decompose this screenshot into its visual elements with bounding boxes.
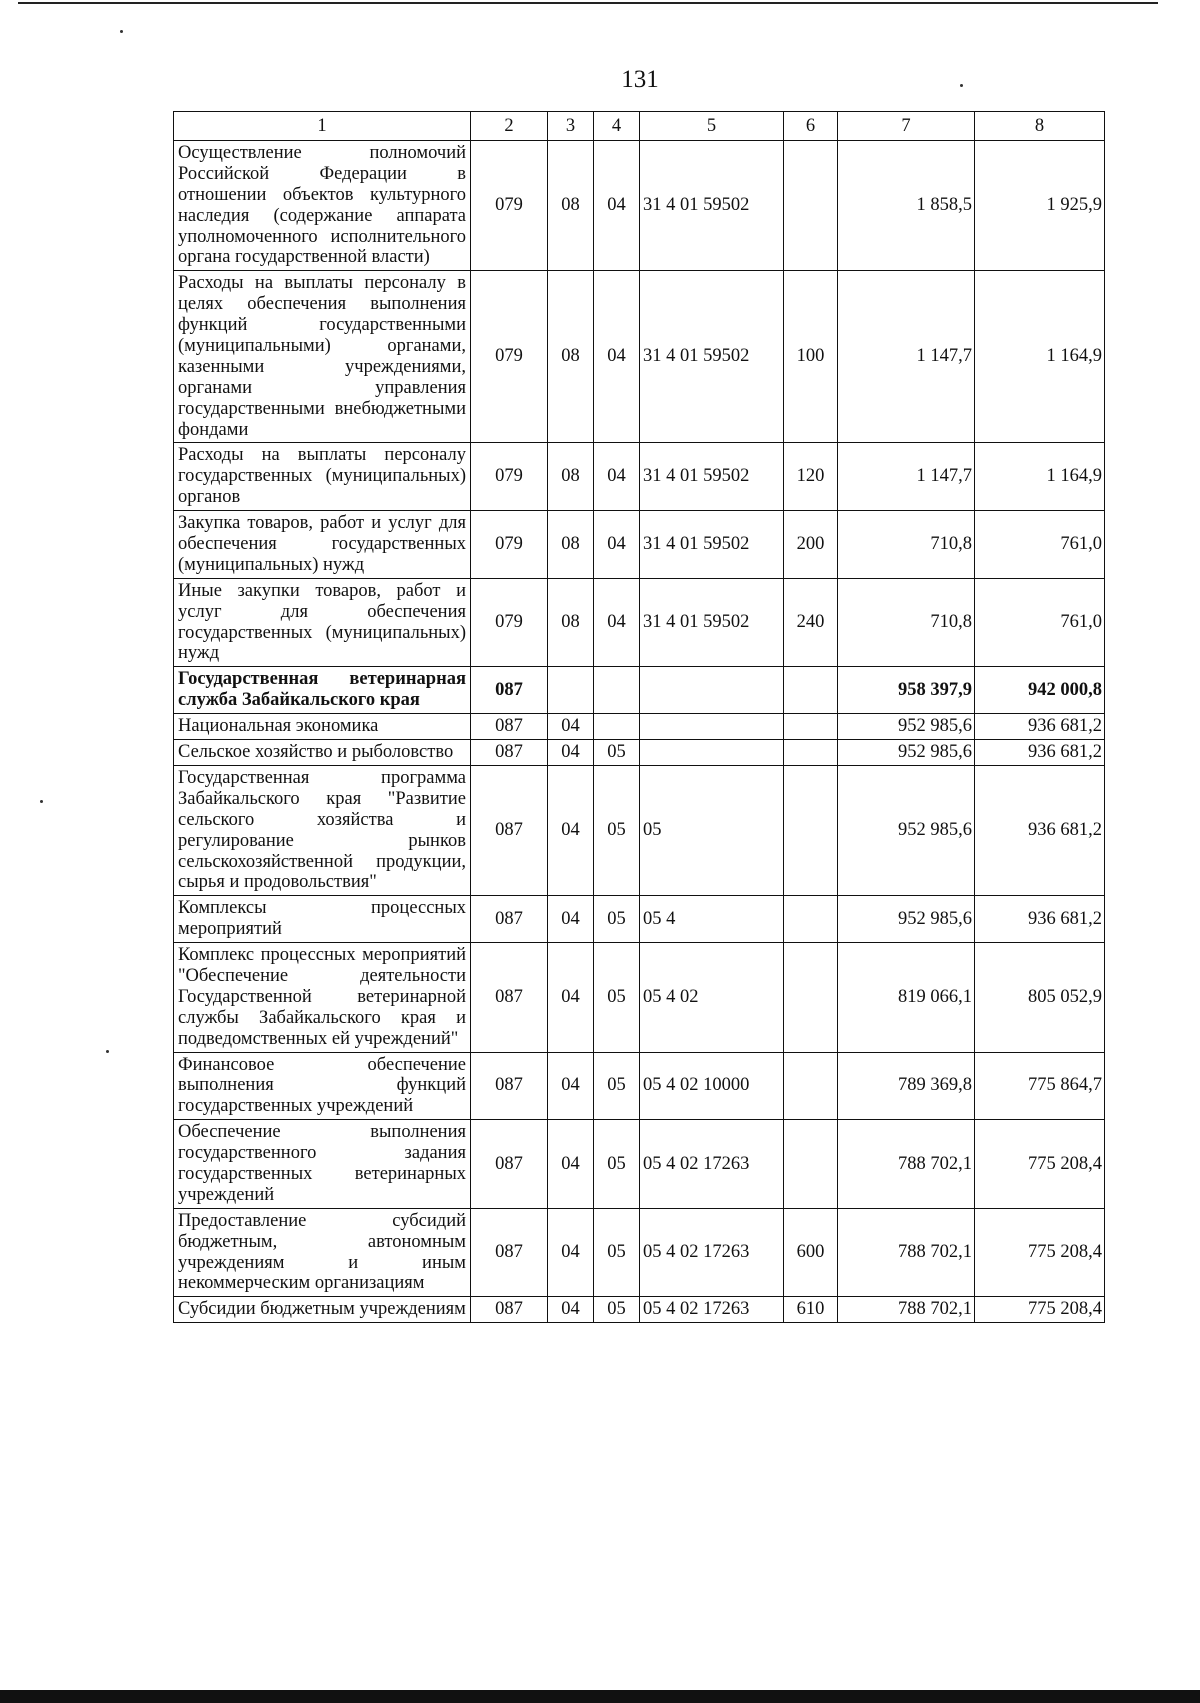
cell-subsection: 05: [594, 1208, 640, 1297]
cell-target-article: 05: [640, 765, 784, 895]
cell-subsection: [594, 714, 640, 740]
scan-bottom-edge: [0, 1690, 1200, 1703]
cell-amount-year1: 958 397,9: [838, 667, 975, 714]
row-name: Субсидии бюджетным учреждениям: [174, 1297, 471, 1323]
cell-admin-code: 087: [471, 1120, 548, 1209]
header-cell: 5: [640, 112, 784, 141]
cell-section: 04: [548, 1052, 594, 1120]
cell-subsection: 04: [594, 271, 640, 443]
cell-amount-year2: 936 681,2: [975, 765, 1105, 895]
cell-amount-year1: 788 702,1: [838, 1297, 975, 1323]
cell-amount-year2: 761,0: [975, 511, 1105, 579]
cell-admin-code: 079: [471, 578, 548, 667]
header-cell: 4: [594, 112, 640, 141]
cell-subsection: [594, 667, 640, 714]
cell-amount-year1: 710,8: [838, 511, 975, 579]
cell-admin-code: 087: [471, 896, 548, 943]
cell-amount-year2: 775 864,7: [975, 1052, 1105, 1120]
cell-amount-year2: 805 052,9: [975, 943, 1105, 1052]
cell-admin-code: 087: [471, 667, 548, 714]
cell-section: 08: [548, 141, 594, 271]
cell-amount-year2: 775 208,4: [975, 1297, 1105, 1323]
table-header-row: [174, 112, 1105, 141]
cell-expense-type: [784, 1052, 838, 1120]
cell-target-article: 31 4 01 59502: [640, 511, 784, 579]
cell-admin-code: 079: [471, 443, 548, 511]
cell-amount-year1: 819 066,1: [838, 943, 975, 1052]
table-row: [174, 1208, 1105, 1297]
header-cell: 2: [471, 112, 548, 141]
cell-admin-code: 079: [471, 511, 548, 579]
scan-speck: [40, 800, 43, 803]
cell-expense-type: [784, 714, 838, 740]
cell-amount-year1: 789 369,8: [838, 1052, 975, 1120]
cell-expense-type: [784, 1120, 838, 1209]
cell-amount-year2: 1 925,9: [975, 141, 1105, 271]
table-row: [174, 740, 1105, 766]
cell-section: [548, 667, 594, 714]
cell-amount-year1: 788 702,1: [838, 1120, 975, 1209]
cell-subsection: 05: [594, 1052, 640, 1120]
table-row: [174, 443, 1105, 511]
table-row: [174, 943, 1105, 1052]
cell-expense-type: [784, 667, 838, 714]
header-cell: 8: [975, 112, 1105, 141]
cell-target-article: 05 4 02 17263: [640, 1297, 784, 1323]
cell-amount-year1: 952 985,6: [838, 896, 975, 943]
cell-section: 04: [548, 1120, 594, 1209]
cell-expense-type: 120: [784, 443, 838, 511]
row-name: Осуществление полномочий Российской Федерации в отношении объектов культурного наследия (содержание аппарата уполномоченного исполнительного органа государственной власти): [174, 141, 471, 271]
row-name: Комплекс процессных мероприятий "Обеспечение деятельности Государственной ветеринарной службы Забайкальского края и подведомственных ей учреждений": [174, 943, 471, 1052]
cell-admin-code: 087: [471, 1052, 548, 1120]
cell-subsection: 05: [594, 1297, 640, 1323]
table-row: [174, 667, 1105, 714]
cell-amount-year2: 936 681,2: [975, 714, 1105, 740]
cell-subsection: 05: [594, 740, 640, 766]
table-row: [174, 511, 1105, 579]
cell-expense-type: 610: [784, 1297, 838, 1323]
cell-amount-year2: 1 164,9: [975, 443, 1105, 511]
row-name: Сельское хозяйство и рыболовство: [174, 740, 471, 766]
cell-section: 04: [548, 740, 594, 766]
table-row: [174, 578, 1105, 667]
cell-amount-year2: 761,0: [975, 578, 1105, 667]
cell-admin-code: 087: [471, 1208, 548, 1297]
row-name: Закупка товаров, работ и услуг для обеспечения государственных (муниципальных) нужд: [174, 511, 471, 579]
cell-amount-year1: 952 985,6: [838, 765, 975, 895]
cell-expense-type: 600: [784, 1208, 838, 1297]
header-cell: 7: [838, 112, 975, 141]
cell-amount-year1: 952 985,6: [838, 714, 975, 740]
table-row: [174, 896, 1105, 943]
cell-amount-year1: 710,8: [838, 578, 975, 667]
cell-target-article: 31 4 01 59502: [640, 141, 784, 271]
cell-amount-year2: 942 000,8: [975, 667, 1105, 714]
row-name: Предоставление субсидий бюджетным, автономным учреждениям и иным некоммерческим организациям: [174, 1208, 471, 1297]
cell-amount-year2: 936 681,2: [975, 740, 1105, 766]
table-row: [174, 765, 1105, 895]
cell-subsection: 05: [594, 896, 640, 943]
table-row: [174, 1120, 1105, 1209]
cell-amount-year1: 1 858,5: [838, 141, 975, 271]
cell-admin-code: 079: [471, 271, 548, 443]
cell-target-article: 31 4 01 59502: [640, 271, 784, 443]
row-name: Расходы на выплаты персоналу государственных (муниципальных) органов: [174, 443, 471, 511]
cell-admin-code: 079: [471, 141, 548, 271]
table-row: [174, 1052, 1105, 1120]
header-cell: 3: [548, 112, 594, 141]
cell-target-article: 05 4: [640, 896, 784, 943]
cell-section: 04: [548, 943, 594, 1052]
row-name: Национальная экономика: [174, 714, 471, 740]
cell-section: 08: [548, 271, 594, 443]
table-row: [174, 1297, 1105, 1323]
cell-section: 04: [548, 765, 594, 895]
cell-section: 04: [548, 896, 594, 943]
cell-subsection: 05: [594, 943, 640, 1052]
row-name: Комплексы процессных мероприятий: [174, 896, 471, 943]
cell-target-article: 05 4 02 10000: [640, 1052, 784, 1120]
row-name: Обеспечение выполнения государственного задания государственных ветеринарных учреждений: [174, 1120, 471, 1209]
cell-admin-code: 087: [471, 765, 548, 895]
cell-expense-type: 100: [784, 271, 838, 443]
row-name: Государственная программа Забайкальского края "Развитие сельского хозяйства и регулирование рынков сельскохозяйственной продукции, сырья и продовольствия": [174, 765, 471, 895]
cell-subsection: 04: [594, 443, 640, 511]
cell-amount-year1: 1 147,7: [838, 271, 975, 443]
cell-admin-code: 087: [471, 943, 548, 1052]
budget-table: [173, 111, 1105, 1323]
cell-target-article: 05 4 02 17263: [640, 1208, 784, 1297]
scan-speck: [120, 30, 123, 33]
cell-target-article: [640, 667, 784, 714]
cell-subsection: 04: [594, 141, 640, 271]
cell-subsection: 05: [594, 1120, 640, 1209]
cell-section: 08: [548, 443, 594, 511]
header-cell: 6: [784, 112, 838, 141]
cell-amount-year2: 936 681,2: [975, 896, 1105, 943]
scan-speck: [106, 1050, 109, 1053]
row-name: Расходы на выплаты персоналу в целях обеспечения выполнения функций государственными (муниципальными) органами, казенными учреждениями, органами управления государственными внебюджетными фондами: [174, 271, 471, 443]
cell-expense-type: [784, 943, 838, 1052]
cell-subsection: 04: [594, 578, 640, 667]
cell-target-article: [640, 740, 784, 766]
table-row: [174, 271, 1105, 443]
cell-admin-code: 087: [471, 740, 548, 766]
scan-top-rule: [18, 2, 1158, 4]
table-row: [174, 141, 1105, 271]
header-cell: 1: [174, 112, 471, 141]
cell-amount-year1: 788 702,1: [838, 1208, 975, 1297]
cell-section: 08: [548, 511, 594, 579]
cell-section: 04: [548, 1208, 594, 1297]
cell-expense-type: 200: [784, 511, 838, 579]
cell-amount-year2: 775 208,4: [975, 1120, 1105, 1209]
cell-expense-type: [784, 141, 838, 271]
cell-expense-type: [784, 896, 838, 943]
cell-amount-year1: 952 985,6: [838, 740, 975, 766]
cell-amount-year2: 775 208,4: [975, 1208, 1105, 1297]
cell-section: 04: [548, 714, 594, 740]
cell-section: 04: [548, 1297, 594, 1323]
cell-section: 08: [548, 578, 594, 667]
cell-amount-year2: 1 164,9: [975, 271, 1105, 443]
cell-admin-code: 087: [471, 714, 548, 740]
row-name: Финансовое обеспечение выполнения функций государственных учреждений: [174, 1052, 471, 1120]
cell-expense-type: [784, 765, 838, 895]
cell-target-article: 31 4 01 59502: [640, 443, 784, 511]
row-name: Иные закупки товаров, работ и услуг для обеспечения государственных (муниципальных) нужд: [174, 578, 471, 667]
cell-amount-year1: 1 147,7: [838, 443, 975, 511]
cell-target-article: [640, 714, 784, 740]
cell-target-article: 05 4 02 17263: [640, 1120, 784, 1209]
cell-subsection: 04: [594, 511, 640, 579]
row-name: Государственная ветеринарная служба Забайкальского края: [174, 667, 471, 714]
table-row: [174, 714, 1105, 740]
cell-expense-type: [784, 740, 838, 766]
page-number: 131: [621, 66, 659, 93]
cell-target-article: 31 4 01 59502: [640, 578, 784, 667]
cell-subsection: 05: [594, 765, 640, 895]
cell-admin-code: 087: [471, 1297, 548, 1323]
cell-target-article: 05 4 02: [640, 943, 784, 1052]
cell-expense-type: 240: [784, 578, 838, 667]
